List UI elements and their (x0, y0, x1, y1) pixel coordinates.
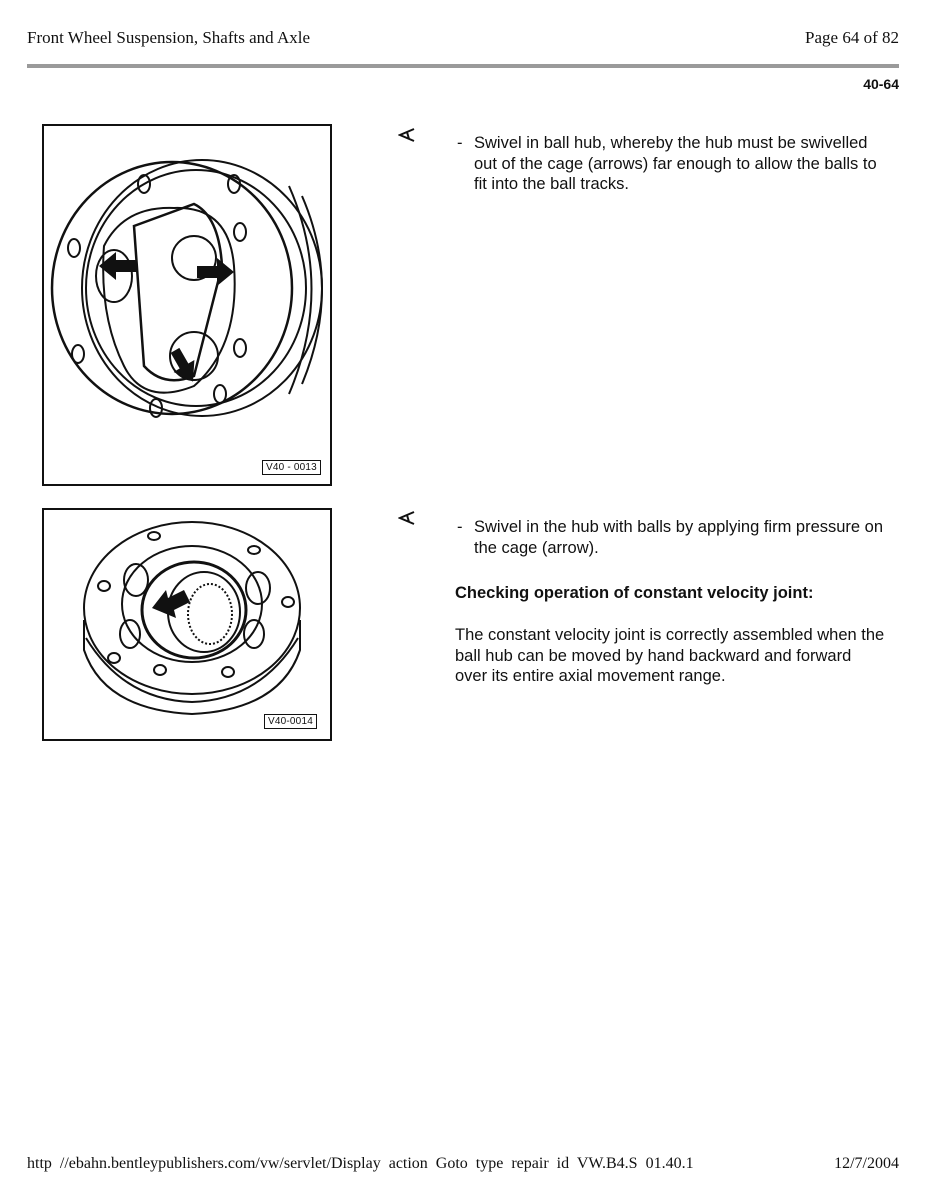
section-number: 40-64 (863, 76, 899, 92)
step-text: Swivel in ball hub, whereby the hub must be swivelled out of the cage (arrows) far enough to allow the balls to fit into the ball tracks. (474, 134, 877, 193)
figure-label: V40-0014 (264, 714, 317, 729)
page-indicator: Page 64 of 82 (805, 28, 899, 47)
step-text: Swivel in the hub with balls by applying firm pressure on the cage (arrow). (474, 518, 884, 557)
arrow-marker-icon (398, 511, 416, 525)
instruction-step-1: - Swivel in ball hub, whereby the hub must be swivelled out of the cage (arrows) far enough to allow the balls to fit into the ball tracks. (457, 133, 887, 195)
document-title: Front Wheel Suspension, Shafts and Axle (27, 28, 310, 47)
cv-joint-illustration-2 (44, 510, 330, 739)
figure-ball-hub-swivel (42, 124, 332, 486)
instruction-step-2: - Swivel in the hub with balls by applying firm pressure on the cage (arrow). (457, 517, 887, 558)
footer-date: 12/7/2004 (834, 1155, 899, 1172)
arrow-marker-icon (398, 128, 416, 142)
figure-label: V40 - 0013 (262, 460, 321, 475)
footer-url: http //ebahn.bentleypublishers.com/vw/servlet/Display action Goto type repair id VW.B4.S 01.40.1 (27, 1155, 694, 1172)
cv-joint-illustration-1 (44, 126, 330, 484)
check-paragraph: The constant velocity joint is correctly assembled when the ball hub can be moved by hand backward and forward over its entire axial movement range. (455, 626, 885, 685)
header-divider (27, 64, 899, 68)
figure-cage-pressure (42, 508, 332, 741)
check-heading: Checking operation of constant velocity joint: (455, 584, 814, 602)
